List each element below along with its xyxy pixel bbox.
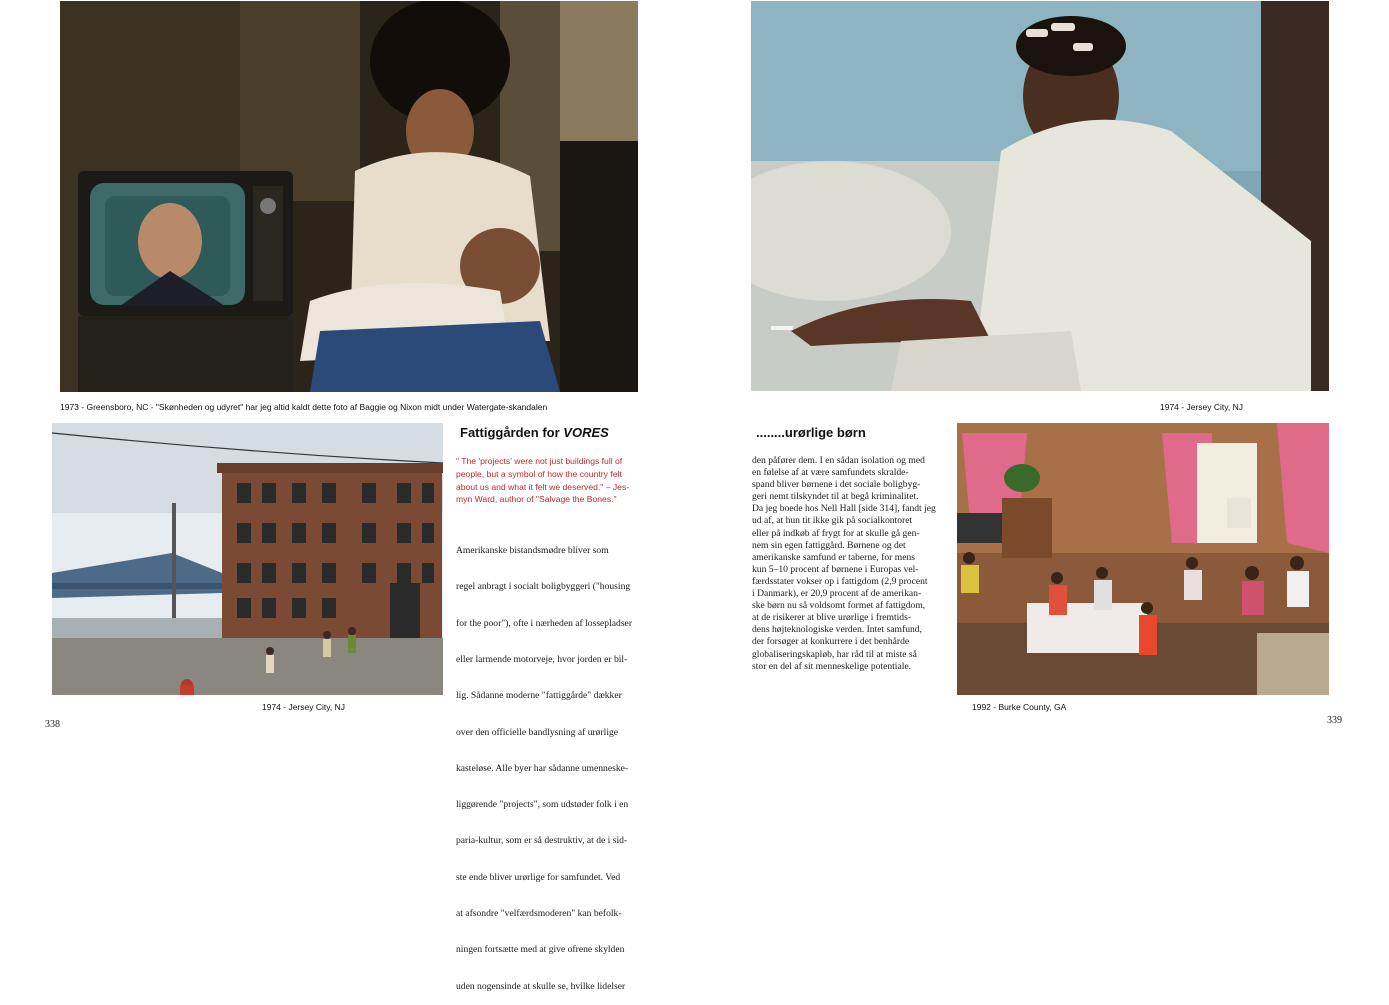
body-line: færdsstater vokser op i fattigdom (2,9 procent [752,575,928,587]
photo-caption: 1992 - Burke County, GA [972,702,1067,712]
body-line: i Danmark), er 20,9 procent af de amerikan- [752,588,922,600]
page-number-right: 339 [1327,715,1342,726]
body-line: paria-kultur, som er så destruktiv, at de i sid- [456,835,628,847]
body-line: uden nogensinde at skulle se, hvilke lidelser [456,980,626,992]
body-line: over den officielle bandlysning af urørlige [456,726,619,738]
photo-burke-county-family-room [957,423,1329,695]
body-line: dens højteknologiske verden. Intet samfund, [752,624,922,636]
body-line: Da jeg boede hos Nell Hall [side 314], fandt jeg [752,503,936,515]
body-line: en følelse af at være samfundets skralde- [752,467,909,479]
photo-caption: 1974 - Jersey City, NJ [262,702,345,712]
photo-jersey-city-projects [52,423,443,695]
body-line: ningen fortsætte med at give ofrene skylden [456,944,625,956]
body-line: for the poor"), ofte i nærheden af lossepladser [456,617,633,629]
body-text-left [456,521,632,1005]
body-line: at afsondre "velfærdsmoderen" kan befolk- [456,908,622,919]
body-line: geri nemt tilskyndet til at begå kriminalitet. [752,491,919,503]
body-line: kun 5–10 procent af børnene i Europas vel- [752,563,919,575]
body-line: at de risikerer at blive urørlige i fremtids- [752,612,912,624]
quote-line: " The 'projects' were not just buildings full of [456,456,623,466]
body-line: nem sin egen fattiggård. Børnene og det [752,539,906,551]
body-line: globaliseringskapløb, har råd til at miste så [752,648,917,660]
quote-line: people, but a symbol of how the country felt [456,468,622,479]
section-heading: ........urørlige børn [756,425,866,440]
page-number-left: 338 [45,719,60,730]
body-text-right [752,455,936,673]
body-line: eller på indkøb af frygt for at skulle gå gen- [752,527,920,539]
body-line: ste ende bliver urørlige for samfundet. Ved [456,871,621,883]
heading-text: Fattiggården for [460,425,564,440]
body-line: amerikanske samfund er taberne, for mens [752,551,916,563]
body-line: lig. Sådanne moderne "fattiggårde" dækker [456,690,622,702]
quote-line: myn Ward, author of "Salvage the Bones." [456,494,617,505]
photo-caption: 1973 - Greensboro, NC - "Skønheden og udyret" har jeg altid kaldt dette foto af Baggie og Nixon midt under Watergate-skandalen [60,402,548,412]
body-line: stor en del af sit menneskelige potentiale. [752,660,912,672]
body-line: ske børn nu så voldsomt formet af fattigdom, [752,600,926,612]
body-line: Amerikanske bistandsmødre bliver som [456,545,609,557]
body-line: spand bliver børnene i det sociale boligbyg- [752,479,921,491]
section-heading [460,425,609,440]
photo-caption: 1974 - Jersey City, NJ [1160,402,1243,412]
body-line: kasteløse. Alle byer har sådanne umenneske- [456,762,629,774]
quote-line: about us and what it felt we deserved." – Jes- [456,481,630,492]
body-line: den påfører dem. I en sådan isolation og med [752,455,925,466]
pull-quote [456,455,629,506]
photo-mother-baby-nixon-tv [60,1,638,392]
photo-woman-cigarette [751,1,1329,391]
body-line: liggørende "projects", som udstøder folk i en [456,799,629,811]
body-line: der forsøger at konkurrere i det benhårde [752,636,910,648]
body-line: ud af, at hun tit ikke gik på socialkontoret [752,515,913,527]
heading-italic-text: VORES [563,425,609,440]
body-line: regel anbragt i socialt boligbyggeri ("housing [456,581,631,593]
body-line: eller larmende motorveje, hvor jorden er bil- [456,654,628,666]
